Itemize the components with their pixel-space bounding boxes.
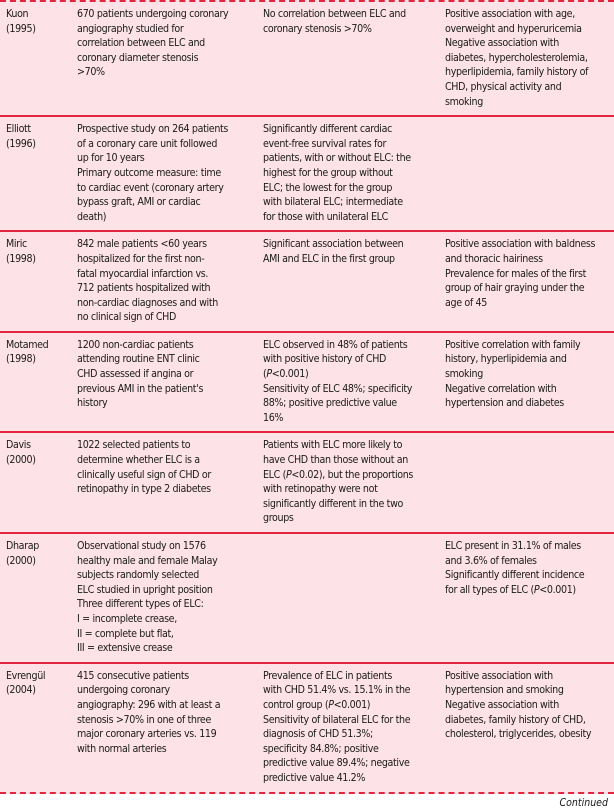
result-cell (261, 539, 443, 656)
result-cell: Patients with ELC more likely to have CHD than those without an ELC (P<0.02), but the proportions with retinopathy were not significantly different in the two groups (263, 439, 414, 525)
associations-cell: Positive association with age, overweight and hyperuricemia Negative association with diabetes, hypercholesterolemia, hyperlipidemia, family history of CHD, physical activity and smoking (445, 8, 589, 108)
author-cell: Evrengül (2004) (6, 669, 46, 697)
associations-cell (443, 438, 614, 526)
study-cell: Prospective study on 264 patients of a coronary care unit followed up for 10 years Primary outcome measure: time to cardiac event (coronary artery bypass graft, AMI or cardiac death) (77, 123, 229, 223)
result-cell: Prevalence of ELC in patients with CHD 51.4% vs. 15.1% in the control group (P<0.001) Sensitivity of bilateral ELC for the diagnosis of CHD 51.3%; specificity 84.8%; positive predictive value 89.4%; negative predictive value 41.2% (263, 669, 411, 784)
author-cell: Davis (2000) (6, 439, 36, 467)
associations-cell: ELC present in 31.1% of males and 3.6% of females Significantly different incidence for all types of ELC (P<0.001) (445, 540, 585, 596)
table-row-evrengul (0, 664, 614, 792)
table-row-elliott (0, 117, 614, 232)
study-cell: 1200 non-cardiac patients attending routine ENT clinic CHD assessed if angina or previous AMI in the patient's history (77, 338, 204, 410)
associations-cell: Positive correlation with family history, hyperlipidemia and smoking Negative correlation with hypertension and diabetes (445, 338, 581, 410)
author-cell: Dharap (2000) (6, 540, 39, 567)
associations-cell (443, 122, 614, 224)
table-row-davis (0, 433, 614, 534)
continued-label: Continued (559, 796, 608, 809)
study-cell: 1022 selected patients to determine whether ELC is a clinically useful sign of CHD or retinopathy in type 2 diabetes (77, 439, 211, 496)
study-cell: Observational study on 1576 healthy male and female Malay subjects randomly selected ELC studied in upright position Three different types of ELC: I = incomplete crease, II = complete but flat, III = extensive crease (77, 540, 218, 655)
associations-cell: Positive association with hypertension and smoking Negative association with diabetes, family history of CHD, cholesterol, triglycerides, obesity (445, 669, 592, 741)
table-row-dharap (0, 534, 614, 664)
study-cell: 670 patients undergoing coronary angiography studied for correlation between ELC and coronary diameter stenosis >70% (77, 8, 229, 79)
table-row-motamed (0, 333, 614, 434)
result-cell: Significantly different cardiac event-free survival rates for patients, with or without ELC: the highest for the group without ELC; the lowest for the group with bilateral ELC; intermediate for those with unilateral ELC (263, 123, 411, 223)
study-cell: 842 male patients <60 years hospitalized for the first non- fatal myocardial infarction vs. 712 patients hospitalized with non-cardiac diagnoses and with no clinical sign of CHD (77, 238, 218, 324)
result-cell: No correlation between ELC and coronary stenosis >70% (263, 8, 406, 35)
associations-cell: Positive association with baldness and thoracic hairiness Prevalence for males of the first group of hair graying under the age of 45 (445, 238, 596, 309)
result-cell: ELC observed in 48% of patients with positive history of CHD (P<0.001) Sensitivity of ELC 48%; specificity 88%; positive predictive value 16% (263, 338, 413, 424)
study-cell: 415 consecutive patients undergoing coronary angiography: 296 with at least a stenosis >70% in one of three major coronary arteries vs. 119 with normal arteries (77, 669, 221, 755)
table-row-miric (0, 232, 614, 333)
author-cell: Elliott (1996) (6, 123, 36, 150)
author-cell: Miric (1998) (6, 238, 36, 265)
author-cell: Motamed (1998) (6, 338, 49, 366)
table-row-kuon (0, 2, 614, 117)
author-cell: Kuon (1995) (6, 8, 36, 35)
result-cell: Significant association between AMI and ELC in the first group (263, 238, 404, 265)
